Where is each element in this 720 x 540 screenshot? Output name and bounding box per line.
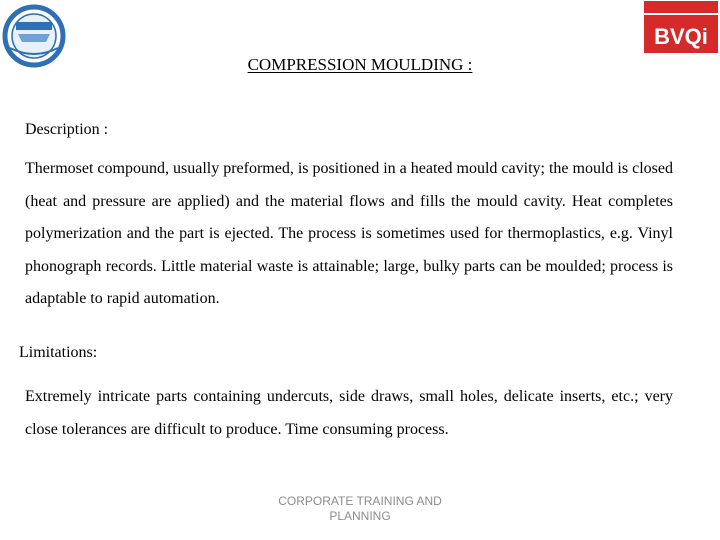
footer-text: CORPORATE TRAINING AND PLANNING — [278, 494, 442, 523]
description-paragraph: Thermoset compound, usually preformed, is positioned in a heated mould cavity; the mould is closed (heat and pressure are applied) and the material flows and fills the mould cavity. Heat completes polymerization and the part is ejected. The process is sometimes used for thermoplastics, e.g. Vinyl phonograph records. Little material waste is attainable; large, bulky parts can be moulded; process is adaptable to rapid automation. — [25, 160, 673, 307]
page-title: COMPRESSION MOULDING : — [247, 55, 473, 74]
limitations-paragraph: Extremely intricate parts containing undercuts, side draws, small holes, delicate inserts, etc.; very close tolerances are difficult to produce. Time consuming process. — [25, 388, 673, 438]
svg-text:BVQi: BVQi — [654, 24, 708, 49]
description-label: Description : — [25, 121, 109, 138]
limitations-label: Limitations: — [19, 344, 98, 361]
bvqi-logo-icon — [644, 1, 718, 53]
